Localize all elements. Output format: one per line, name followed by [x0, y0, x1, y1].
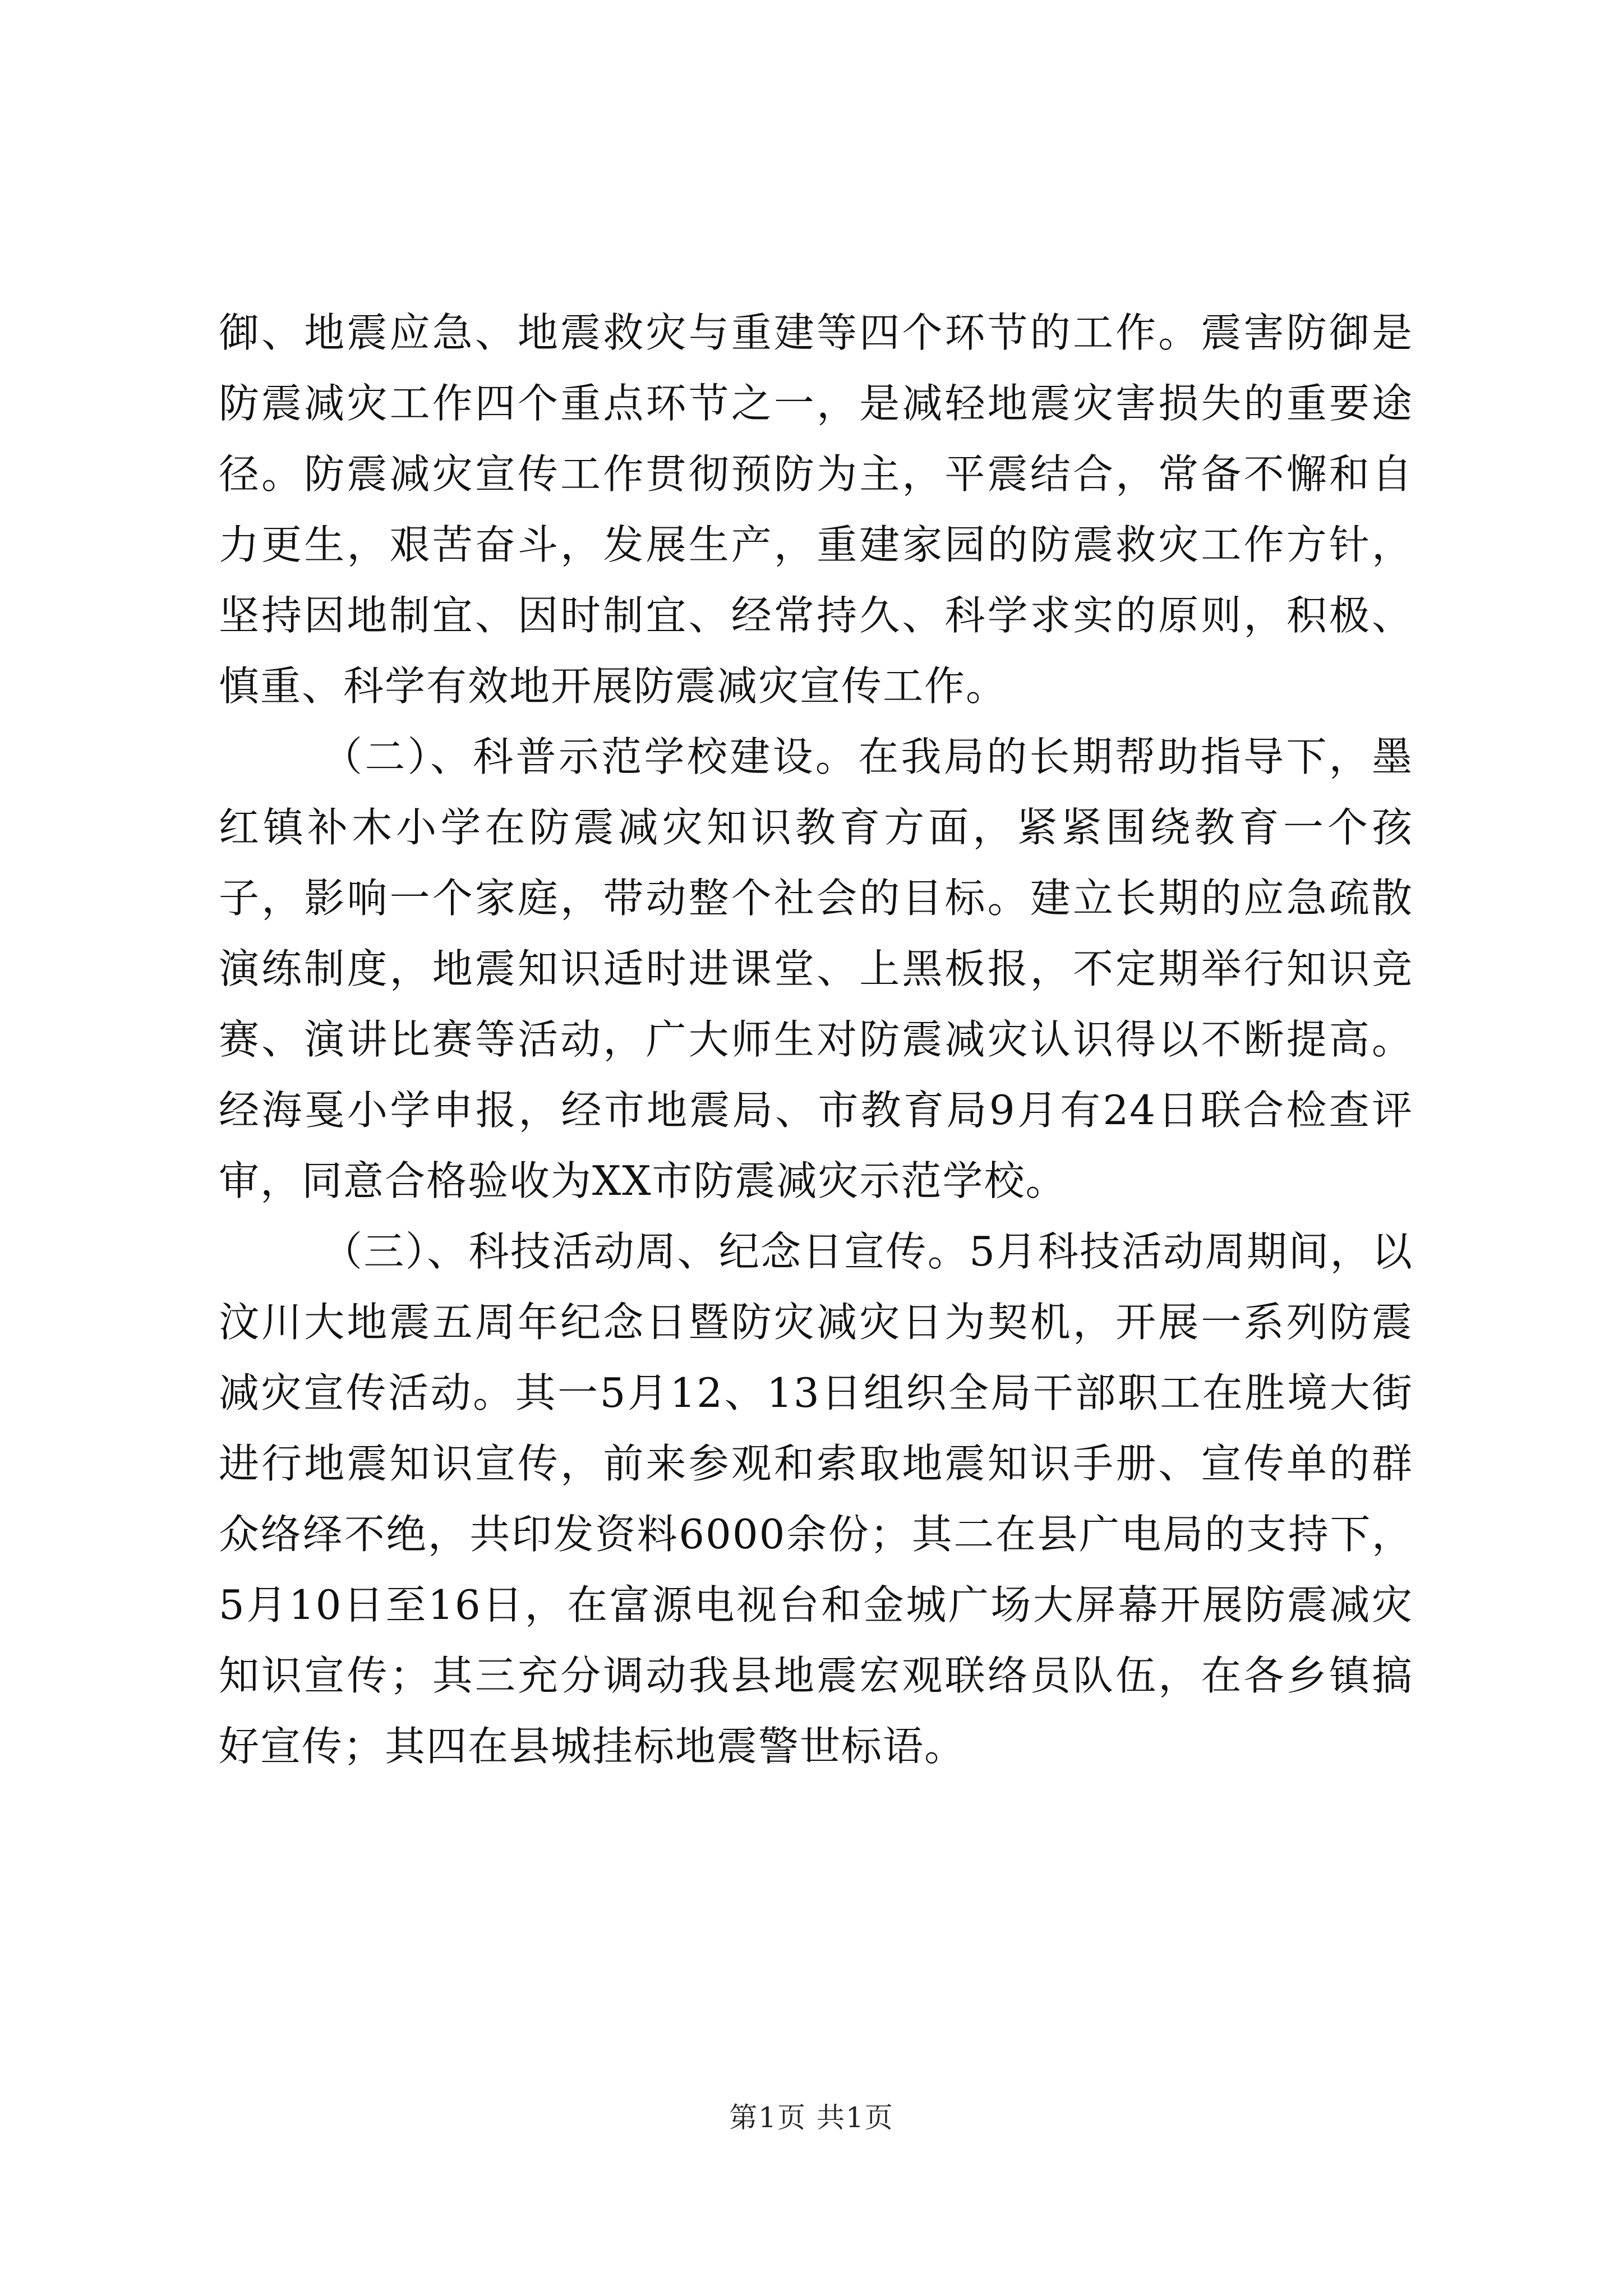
document-body — [219, 297, 1413, 1782]
paragraph-tech-week: （三）、科技活动周、纪念日宣传。5月科技活动周期间，以汶川大地震五周年纪念日暨防灾减灾日为契机，开展一系列防震减灾宣传活动。其一5月12、13日组织全局干部职工在胜境大街进行地震知识宣传，前来参观和索取地震知识手册、宣传单的群众络绎不绝，共印发资料6000余份；其二在县广电局的支持下，5月10日至16日，在富源电视台和金城广场大屏幕开展防震减灾知识宣传；其三充分调动我县地震宏观联络员队伍，在各乡镇搞好宣传；其四在县城挂标地震警世标语。 — [219, 1228, 1413, 1770]
paragraph-continuation: 御、地震应急、地震救灾与重建等四个环节的工作。震害防御是防震减灾工作四个重点环节之一，是减轻地震灾害损失的重要途径。防震减灾宣传工作贯彻预防为主，平震结合，常备不懈和自力更生，艰苦奋斗，发展生产，重建家园的防震救灾工作方针，坚持因地制宜、因时制宜、经常持久、科学求实的原则，积极、慎重、科学有效地开展防震减灾宣传工作。 — [219, 309, 1413, 710]
page-footer: 第1页 共1页 — [729, 2101, 894, 2134]
paragraph-science-school: （二）、科普示范学校建设。在我局的长期帮助指导下，墨红镇补木小学在防震减灾知识教育方面，紧紧围绕教育一个孩子，影响一个家庭，带动整个社会的目标。建立长期的应急疏散演练制度，地震知识适时进课堂、上黑板报，不定期举行知识竞赛、演讲比赛等活动，广大师生对防震减灾认识得以不断提高。经海戛小学申报，经市地震局、市教育局9月有24日联合检查评审，同意合格验收为XX市防震减灾示范学校。 — [219, 733, 1413, 1204]
